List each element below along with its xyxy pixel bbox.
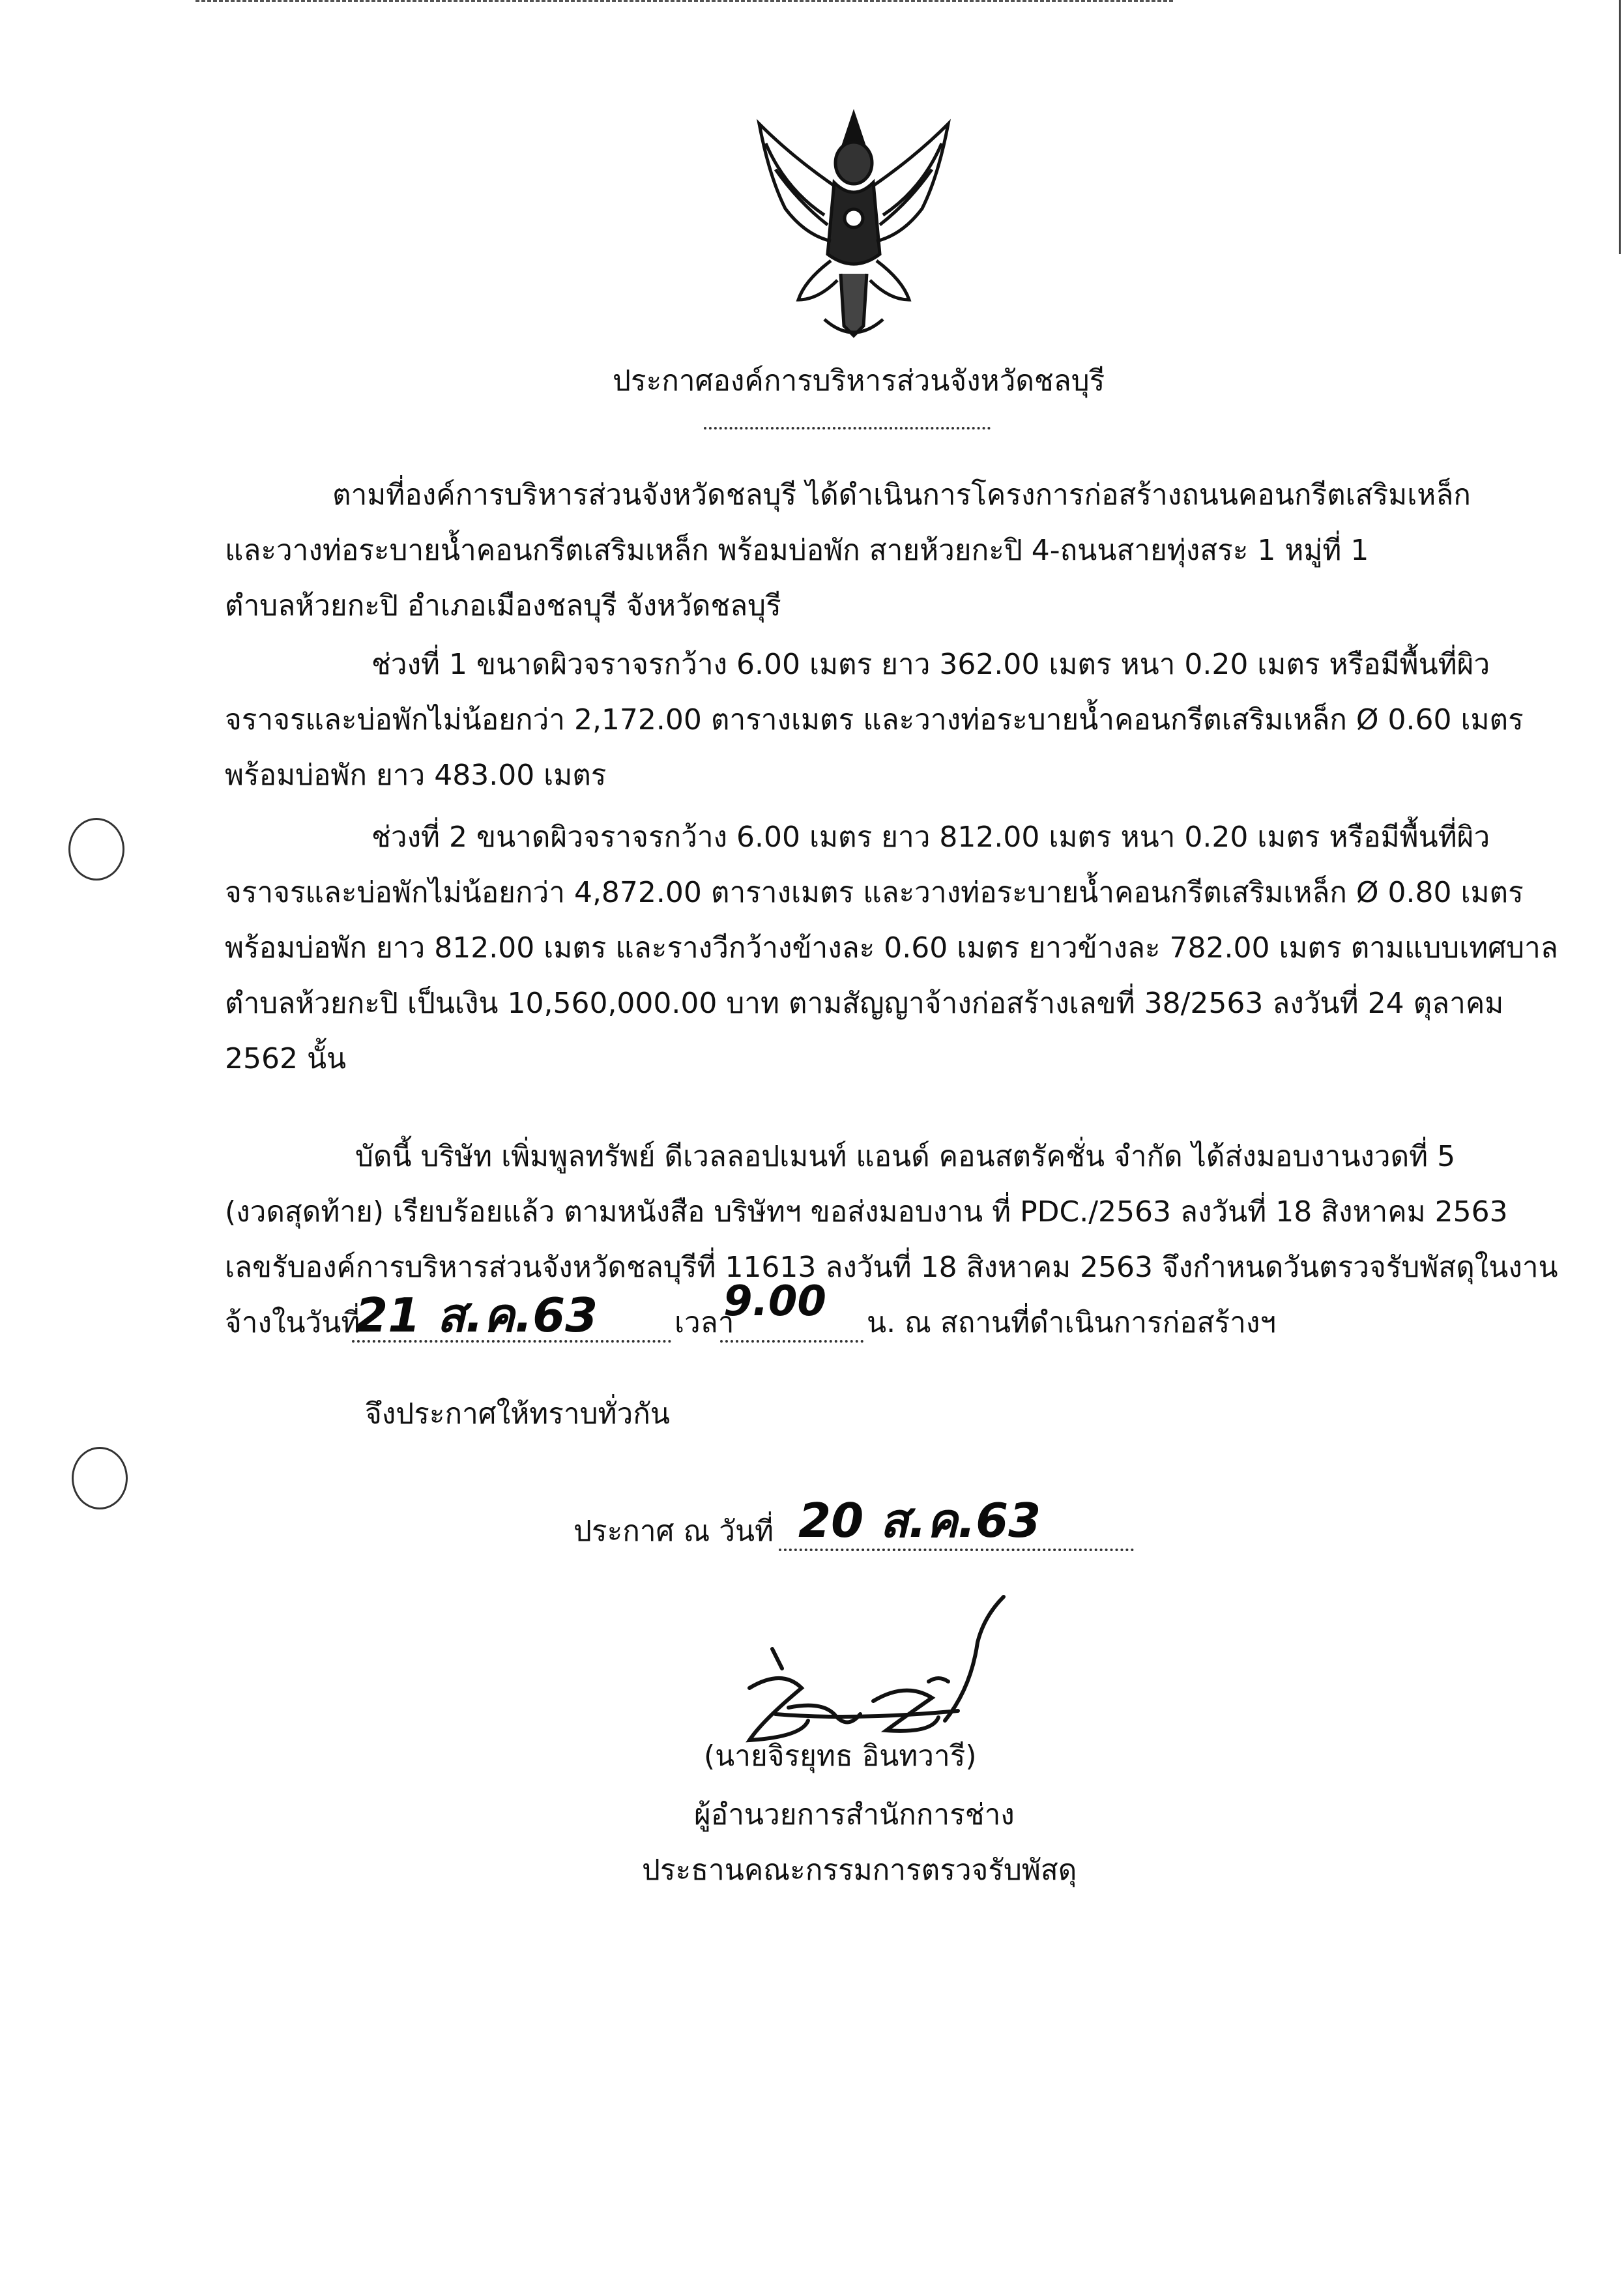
paragraph-2-line-3: พร้อมบ่อพัก ยาว 483.00 เมตร [225,759,607,792]
paragraph-3-line-4: ตำบลห้วยกะปิ เป็นเงิน 10,560,000.00 บาท ตามสัญญาจ้างก่อสร้างเลขที่ 38/2563 ลงวันที่ 24 ตุลาคม [225,987,1504,1020]
announce-date-prefix: ประกาศ ณ วันที่ [573,1515,774,1548]
paragraph-3-line-1: ช่วงที่ 2 ขนาดผิวจราจรกว้าง 6.00 เมตร ยาว 812.00 เมตร หนา 0.20 เมตร หรือมีพื้นที่ผิว [371,821,1490,854]
paragraph-1-line-1: ตามที่องค์การบริหารส่วนจังหวัดชลบุรี ได้ดำเนินการโครงการก่อสร้างถนนคอนกรีตเสริมเหล็ก [332,478,1471,512]
garuda-emblem-icon [746,104,961,345]
paragraph-3-line-2: จราจรและบ่อพักไม่น้อยกว่า 4,872.00 ตารางเมตร และวางท่อระบายน้ำคอนกรีตเสริมเหล็ก Ø 0.80 เมตร [225,876,1524,909]
paragraph-1-line-2: และวางท่อระบายน้ำคอนกรีตเสริมเหล็ก พร้อมบ่อพัก สายห้วยกะปิ 4-ถนนสายทุ่งสระ 1 หมู่ที่ 1 [225,534,1369,567]
document-title: ประกาศองค์การบริหารส่วนจังหวัดชลบุรี [613,364,1105,398]
title-separator [704,427,991,430]
paragraph-3-line-5: 2562 นั้น [225,1042,347,1075]
punch-hole-bottom [72,1447,128,1509]
paragraph-4-line-2: (งวดสุดท้าย) เรียบร้อยแล้ว ตามหนังสือ บริษัทฯ ขอส่งมอบงาน ที่ PDC./2563 ลงวันที่ 18 สิงหาคม 2563 [225,1195,1508,1229]
time-fill-dotted-line [720,1340,863,1343]
handwritten-inspection-time: 9.00 [723,1277,826,1326]
handwritten-signature [723,1590,1030,1760]
scan-edge-right [1619,0,1621,254]
handwritten-inspection-date: 21 ส.ค.63 [355,1288,598,1343]
signatory-position: ผู้อำนวยการสำนักการช่าง [694,1798,1015,1831]
paragraph-4-line-3: เลขรับองค์การบริหารส่วนจังหวัดชลบุรีที่ 11613 ลงวันที่ 18 สิงหาคม 2563 จึงกำหนดวันตรวจรับพัสดุในงาน [225,1251,1558,1284]
paragraph-3-line-3: พร้อมบ่อพัก ยาว 812.00 เมตร และรางวีกว้างข้างละ 0.60 เมตร ยาวข้างละ 782.00 เมตร ตามแบบเทศบาล [225,931,1558,965]
inspection-location: น. ณ สถานที่ดำเนินการก่อสร้างฯ [867,1306,1277,1339]
paragraph-1-line-3: ตำบลห้วยกะปิ อำเภอเมืองชลบุรี จังหวัดชลบุรี [225,589,781,622]
handwritten-announce-date: 20 ส.ค.63 [798,1493,1041,1548]
signatory-role: ประธานคณะกรรมการตรวจรับพัสดุ [642,1854,1077,1887]
paragraph-4-line-1: บัดนี้ บริษัท เพิ่มพูลทรัพย์ ดีเวลลอปเมนท์ แอนด์ คอนสตรัคชั่น จำกัด ได้ส่งมอบงานงวดที่ 5 [355,1140,1456,1173]
signatory-name: (นายจิรยุทธ อินทวารี) [704,1740,977,1773]
scan-edge-top [196,0,1173,4]
punch-hole-top [68,818,124,881]
paragraph-2-line-1: ช่วงที่ 1 ขนาดผิวจราจรกว้าง 6.00 เมตร ยาว 362.00 เมตร หนา 0.20 เมตร หรือมีพื้นที่ผิว [371,648,1490,681]
inspection-date-prefix: จ้างในวันที่ [225,1306,360,1339]
time-label: เวลา [674,1306,734,1339]
closing-statement: จึงประกาศให้ทราบทั่วกัน [365,1397,670,1431]
paragraph-2-line-2: จราจรและบ่อพักไม่น้อยกว่า 2,172.00 ตารางเมตร และวางท่อระบายน้ำคอนกรีตเสริมเหล็ก Ø 0.60 เมตร [225,703,1524,736]
